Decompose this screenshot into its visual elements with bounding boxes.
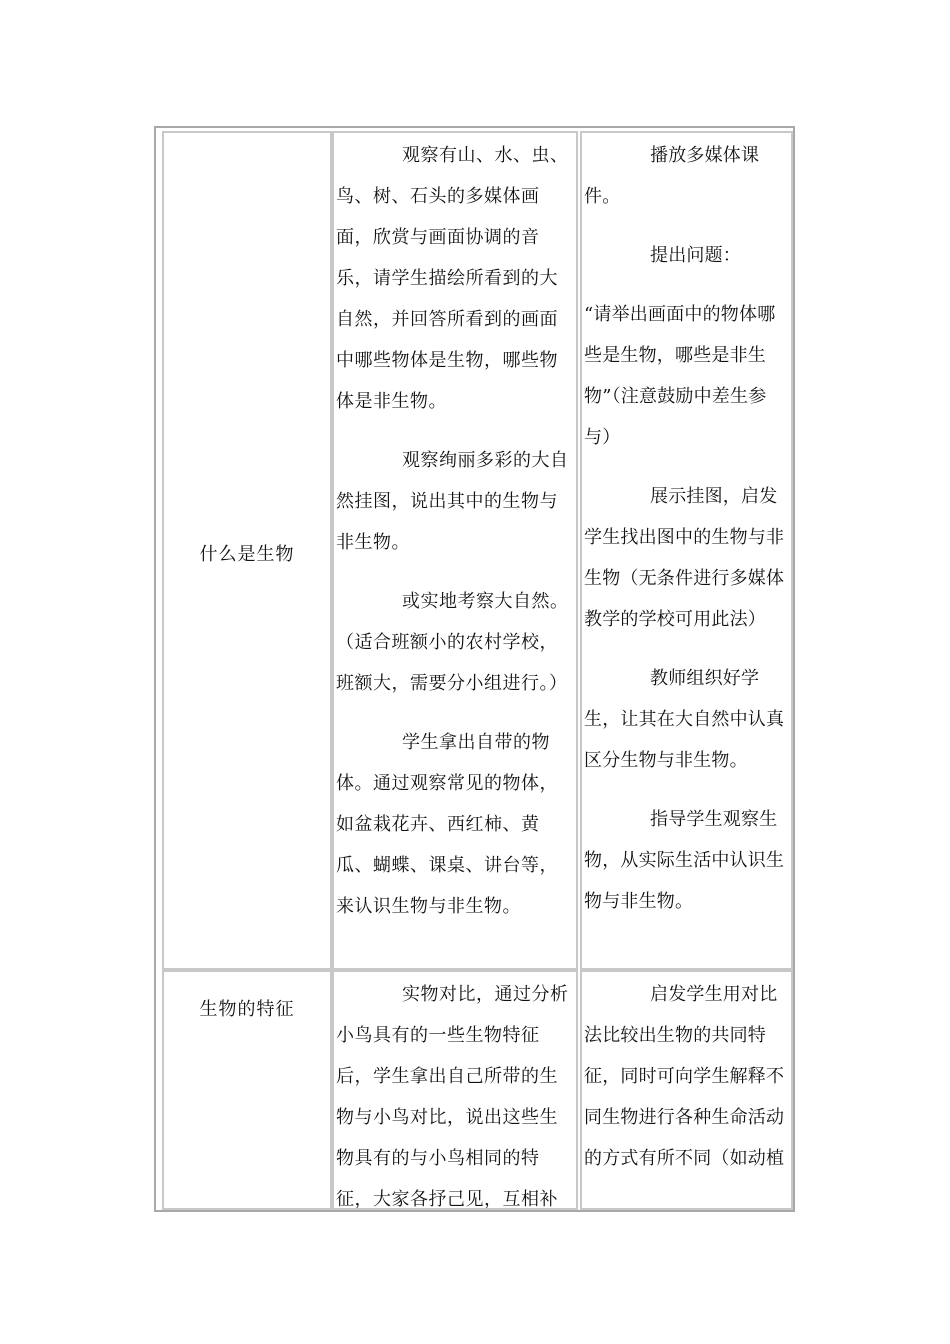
student-activity-paragraph: 或实地考察大自然。（适合班额小的农村学校，班额大，需要分小组进行。） xyxy=(336,591,569,694)
student-activity-paragraph: 观察有山、水、虫、鸟、树、石头的多媒体画面，欣赏与画面协调的音乐，请学生描绘所看到的大自然，并回答所看到的画面中哪些物体是生物，哪些物体是非生物。 xyxy=(336,145,569,412)
lesson-plan-table xyxy=(154,126,795,1212)
student-activity-paragraph: 学生拿出自带的物体。通过观察常见的物体，如盆栽花卉、西红柿、黄瓜、蝴蝶、课桌、讲台等，来认识生物与非生物。 xyxy=(336,732,558,917)
teacher-activity-content xyxy=(582,972,791,1197)
teacher-activity-paragraph: 指导学生观察生物，从实际生活中认识生物与非生物。 xyxy=(584,809,785,912)
teacher-activity-cell-row-1 xyxy=(580,131,793,970)
topic-label: 生物的特征 xyxy=(199,999,295,1020)
teacher-activity-paragraph: 播放多媒体课件。 xyxy=(584,145,760,207)
teacher-activity-paragraph: 提出问题： xyxy=(650,245,741,266)
student-activity-content xyxy=(334,133,576,945)
teacher-activity-content xyxy=(582,133,791,940)
student-activity-cell-row-1 xyxy=(332,131,578,970)
student-activity-paragraph: 观察绚丽多彩的大自然挂图，说出其中的生物与非生物。 xyxy=(336,450,569,553)
topic-cell-what-is-living-thing xyxy=(162,131,332,970)
teacher-activity-paragraph: 教师组织好学生，让其在大自然中认真区分生物与非生物。 xyxy=(584,668,785,771)
student-activity-cell-row-2 xyxy=(332,970,578,1210)
student-activity-paragraph: 实物对比，通过分析小鸟具有的一些生物特征后，学生拿出自己所带的生物与小鸟对比，说出这些生物具有的与小鸟相同的特征，大家各抒己见，互相补 xyxy=(336,984,569,1210)
teacher-activity-paragraph: 展示挂图，启发学生找出图中的生物与非生物（无条件进行多媒体教学的学校可用此法） xyxy=(584,486,785,630)
student-activity-content xyxy=(334,972,576,1210)
topic-cell-characteristics xyxy=(162,970,332,1210)
topic-label: 什么是生物 xyxy=(199,544,295,565)
teacher-activity-paragraph: 启发学生用对比法比较出生物的共同特征，同时可向学生解释不同生物进行各种生命活动的方式有所不同（如动植 xyxy=(584,984,785,1169)
teacher-activity-paragraph: “请举出画面中的物体哪些是生物，哪些是非生物”（注意鼓励中差生参与） xyxy=(584,304,776,448)
teacher-activity-cell-row-2 xyxy=(580,970,793,1210)
